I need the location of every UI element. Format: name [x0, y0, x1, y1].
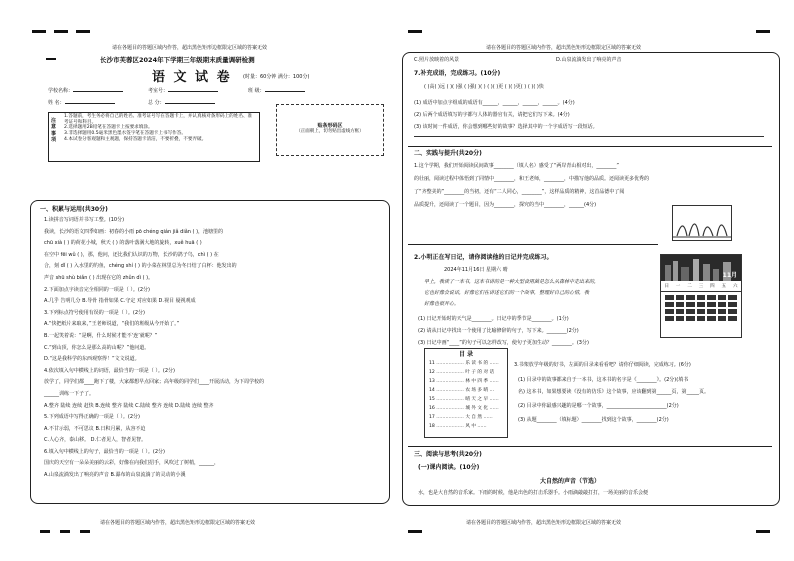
exam-org: 长沙市芙蓉区2024年下学期三年级期末质量调研检测: [100, 56, 255, 64]
section3-sub: (一)课内阅读。(10分): [418, 464, 480, 471]
corner-mark-top-left-1: [32, 30, 46, 33]
class-label: 班 级：: [248, 88, 265, 94]
left-line: 合，刻 dǐ ( ) 入水里的钓鱼，chéng shí ( ) 的小菜在林里总为冬日结了白杯：他发出的: [44, 263, 237, 270]
notice-label: 注意事项: [51, 118, 57, 143]
q7-line-1: (1) 成语中加点字组成的成语有______，______，______，______。(4分): [414, 100, 575, 106]
left-line: 在空中 fēi wǔ ( )，那，他问，还比我们认识的万物，长沙的鸽子鸟，chì ( ) 在: [44, 251, 219, 258]
q9-q3: (3) 日记中画“____”的句子可以怎样改写，使句子更加生动？________。(3分): [418, 340, 589, 346]
left-line: A.不甘示弱，不可思议 B.日积月累，从容不迫: [44, 425, 146, 432]
calendar-cell: [686, 302, 695, 307]
q9-title: 2.小明正在写日记，请你阅读他的日记并完成练习。: [414, 254, 553, 261]
calendar-cell: [686, 309, 695, 314]
q10-line-2: (1) 目录中的故事都来自于一本书，这本书的名字是《________》。(2分)(填书: [518, 377, 689, 383]
calendar-cell: [697, 295, 706, 300]
calendar-cell: [697, 309, 706, 314]
illustration-grass: [672, 205, 732, 241]
q10-line-3: 名) 这本书，如果想要读《没有的仿乐》这个故事，应该翻到第______页，第_____页。: [518, 389, 710, 395]
barcode-area: [276, 104, 384, 156]
calendar-cell: [697, 302, 706, 307]
notice-line-2: 2.选择题用2B铅笔在答题卡上按要求填涂。: [64, 125, 153, 131]
left-line: 5.下列成语中写得正确的一项是（ ）。(2分): [44, 414, 140, 421]
left-line: 放学了，同学们都____跑下了楼，大家都想早点回家；高年级的同学们____开展活动，为下周学校的: [44, 379, 265, 386]
calendar-day-header: 一: [675, 284, 681, 289]
left-section-heading: 一、积累与运用(共30分): [40, 206, 108, 213]
left-line: 声音 shū shù biǎn ( ) 出现在它的 zhǔn dì ( )。: [44, 274, 154, 281]
corner-mark-bottom-right-2: [756, 530, 770, 533]
calendar-cell: [686, 295, 695, 300]
toc-item: 15 ……………… 晴 天 之 早 ……: [429, 396, 499, 402]
room-label: 考室号：: [148, 88, 169, 94]
toc-list: [425, 359, 507, 435]
q8-line-2: 的壮丽，阅读过程中体悟到了同情中________，和王老师，________，中描写他的品质。还阅读更多优秀的: [414, 176, 650, 182]
name-field[interactable]: [48, 100, 115, 106]
calendar-cell: [707, 309, 716, 314]
calendar-cell: [686, 316, 695, 321]
calendar-cell: [676, 295, 685, 300]
left-line: 6.填入句中横线上的句子，最恰当的一项是（ ）。(2分): [44, 448, 165, 455]
toc-title: 目 录: [458, 351, 474, 358]
left-line: chū xià ( ) 的荷花小城，秋天 ( ) 的落叶落满大地的旋转，xuě huā ( ): [44, 240, 202, 247]
notice-line-4: 4.本试卷分客观题和主观题，保持答题卡清洁，不要折叠，不要弄破。: [64, 136, 207, 142]
q7-line-2: (2) 后两个成语填写的字都与人体的器官有关，请把它们写下来。(4分): [414, 112, 570, 118]
section3-heading: 三、阅读与思考(共20分): [414, 451, 482, 458]
corner-mark-top-right-1: [408, 30, 422, 33]
barcode-label: 贴条形码区: [317, 123, 343, 129]
left-line: A.山泉流淌发出了响亮的声音 B.瀑布的山泉流淌了的灵动的小溪: [44, 472, 186, 479]
calendar-grid: [661, 292, 741, 324]
calendar-cell: [728, 309, 737, 314]
calendar-day-header: 日: [664, 284, 669, 289]
toc-box: [424, 348, 508, 438]
calendar-widget: [660, 254, 742, 338]
reading-first-line: 水，也是大自然的音乐家。下雨的时候，他是出色的打击乐器手。小雨滴敲敲打打，一场美丽的音乐会便: [418, 490, 649, 496]
toc-item: 18 ……………… 风 中 ……: [429, 423, 487, 429]
calendar-cell: [707, 316, 716, 321]
calendar-cell: [718, 316, 727, 321]
left-line: 4.依次填入句中横线上的词语，最恰当的一项是（ ）。(2分): [44, 367, 175, 374]
calendar-cell: [718, 295, 727, 300]
q10-line-5: (3) 从题________（填标题）________找到这个故事，________(2分): [518, 417, 669, 423]
left-line: A.“快把纸片来取来，”王老师说道，“我们的班级从今开始了。”: [44, 321, 180, 328]
corner-mark-bottom-right-1: [408, 530, 422, 533]
calendar-cell: [665, 302, 674, 307]
calendar-month: 11月: [722, 271, 737, 279]
calendar-header-image: [661, 255, 741, 281]
toc-item: 16 ……………… 城 外 文 化 ……: [429, 405, 499, 411]
calendar-cell: [718, 309, 727, 314]
q9-divider: [408, 244, 658, 245]
total-field[interactable]: [148, 100, 215, 106]
left-line: 我读，长沙的语文四季如画：初春的小雨 pō chéng qián jiǎ diǎn ( )，池塘里的: [44, 228, 224, 235]
left-line: A.几乎 告明几分 B.导骨 指骨如果 C.守定 对应如果 D.视目 疑视观成: [44, 298, 196, 305]
q7-answer-line[interactable]: [414, 136, 764, 137]
corner-mark-top-right-2: [756, 30, 770, 33]
q7-line-3: (3) 该时间一件成语，你会想到哪些好的故事？选择其中的一个字成语写一段短话。: [414, 124, 598, 130]
school-label: 学校名称：: [48, 88, 74, 94]
notice-list: [64, 114, 256, 143]
calendar-cell: [665, 309, 674, 314]
toc-item: 11 ……………… 乐 读 书 的 ……: [429, 360, 499, 366]
q8-line-4: 品质提升，还阅读了一个题目，因为________，探究的当中________，______(4分): [414, 202, 597, 208]
left-line: ______训练一下子了。: [44, 390, 95, 397]
calendar-cell: [676, 309, 685, 314]
corner-mark-bottom-left-2: [60, 530, 70, 533]
q9-date: 2024年11月16日 星期六 晴: [444, 267, 508, 273]
calendar-day-header: 五: [721, 284, 727, 289]
corner-mark-top-left-2: [54, 30, 68, 33]
q9-text-1: 早上，我读了一本书，这本书讲的是一种大型食用菌是怎么从森林中走出来的，: [424, 279, 600, 285]
q9-q1: (1) 日记开始时的天气是________。日记中的季节是________。(1分): [418, 316, 569, 322]
footer-notice-left: 请在各题目的答题区域内作答，超出黑色矩形边框限定区域的答案无效: [100, 520, 256, 526]
toc-item: 12 ……………… 叶 子 的 对 话: [429, 369, 495, 375]
section2-heading: 二、实践与提升(共20分): [414, 150, 482, 157]
top-option-c: C.照片放映着的风景: [414, 57, 460, 63]
section2-divider: [408, 146, 772, 147]
calendar-day-header: 四: [710, 284, 715, 289]
calendar-cell: [728, 302, 737, 307]
q9-q2: (2) 请从日记中找出一个使用了比喻修辞的句子，写下来。________(2分): [418, 328, 579, 334]
corner-mark-left-dash: [46, 58, 56, 60]
left-line: D.“这是我科学的东西观察得！”文文说道。: [44, 356, 140, 363]
name-label: 姓 名：: [48, 100, 65, 106]
exam-title: 语 文 试 卷: [152, 70, 232, 85]
calendar-cell: [665, 316, 674, 321]
calendar-day-header: 六: [732, 284, 738, 289]
left-line: 1.读拼音写词语并书写工整。(10分): [44, 217, 125, 223]
calendar-cell: [707, 295, 716, 300]
header-notice-right: 请在各题目的答题区域内作答，超出黑色矩形边框限定区域的答案无效: [486, 45, 642, 51]
total-label: 总 分：: [148, 100, 165, 106]
calendar-days-row: [661, 281, 741, 292]
top-option-d: D.山泉流淌发出了响亮的声音: [556, 57, 622, 63]
reading-title: 大自然的声音（节选）: [540, 478, 601, 485]
left-line: C.“到山顶，你怎么是那么高的山呢？”他问道。: [44, 344, 150, 351]
toc-item: 17 ……………… 大 自 然 ……: [429, 414, 493, 420]
calendar-day-header: 二: [687, 284, 692, 289]
calendar-cell: [665, 295, 674, 300]
left-line: 国庆的天空有一朵朵美丽的云彩，好像在向我们招手，风吹过了树梢，______，: [44, 460, 220, 467]
calendar-cell: [707, 302, 716, 307]
q10-line-1: 3.书架放学年级的好书，左面的目录来看看吧？请你仔细阅读，完成练习。(6分): [514, 362, 691, 368]
q8-line-1: 1.这个学期，我们开始阅读民间故事________（填人名）感受了“两岸青山相对出，________”: [414, 163, 619, 169]
q9-text-3: 好像也很开心。: [424, 301, 460, 307]
left-line: B.一起笑着说：“是啊，什么时候才能不‘连’就呢？”: [44, 332, 158, 339]
calendar-cell: [676, 302, 685, 307]
q7-title: 7.补充成语，完成练习。(10分): [414, 70, 501, 77]
class-field[interactable]: [248, 88, 305, 94]
q9-text-2: 它也好像会说话，好像它们在讲述它们的一个故事，整理好自己的心情，我: [424, 290, 590, 296]
footer-notice-right: 请在各题目的答题区域内作答，超出黑色矩形边框限定区域的答案无效: [466, 520, 622, 526]
q8-line-3: 了“齐整美的”________的当初，还有“二人同心，________”，这样品质的精神，这首品德中了阅: [414, 189, 625, 195]
corner-mark-bottom-left-3: [80, 530, 90, 533]
corner-mark-top-left-3: [76, 30, 90, 33]
header-notice-left: 请在各题目的答题区域内作答，超出黑色矩形边框限定区域的答案无效: [112, 45, 268, 51]
room-field[interactable]: [148, 88, 218, 94]
calendar-cell: [718, 302, 727, 307]
left-question-lines: [44, 217, 384, 484]
q7-blanks: ( )高( )远 ( )( )强 ( )强( )( ) ( )( )更 ( )( )更( ) ( )( )快: [424, 84, 544, 90]
calendar-cell: [728, 295, 737, 300]
section3-divider: [408, 446, 772, 447]
notice-line-3: 3.非选择题用0.5毫米黑色墨水签字笔在答题卡上书写作答。: [64, 131, 186, 137]
left-line: C.人心齐，泰山移。 D.仁者见人，智者见智。: [44, 437, 147, 444]
corner-mark-bottom-left-1: [40, 530, 50, 533]
left-line: A.整齐 陆续 连续 赶快 B.连续 整齐 陆续 C.陆续 整齐 连续 D.陆续 连续 整齐: [44, 402, 214, 409]
calendar-cell: [676, 316, 685, 321]
school-field[interactable]: [48, 88, 123, 94]
barcode-sub: （正面朝上，切勿贴出虚线方框）: [296, 129, 364, 135]
notice-line-1: 1.答题前，考生务必将自己的姓名、准考证号写在答题卡上，并认真核对条形码上的姓名、准考证号和科目。: [64, 114, 253, 125]
left-line: 2.下面加点字读音完全相同的一项是（ ）。(2分): [44, 286, 150, 293]
exam-meta: (时量：60分钟 满分：100分): [243, 74, 310, 80]
grass-illustration-icon: [673, 206, 731, 240]
q10-line-4: (2) 目录中你最感兴趣的是哪一个故事，________________________(2分): [518, 403, 679, 409]
calendar-cell: [728, 316, 737, 321]
left-line: 3.下列标点符号使用有误的一项是（ ）。(2分): [44, 309, 145, 316]
toc-item: 14 ……………… 农 场 多 晴 …: [429, 387, 495, 393]
calendar-day-header: 三: [698, 284, 704, 289]
calendar-cell: [697, 316, 706, 321]
toc-item: 13 ……………… 林 中 四 季 ……: [429, 378, 499, 384]
